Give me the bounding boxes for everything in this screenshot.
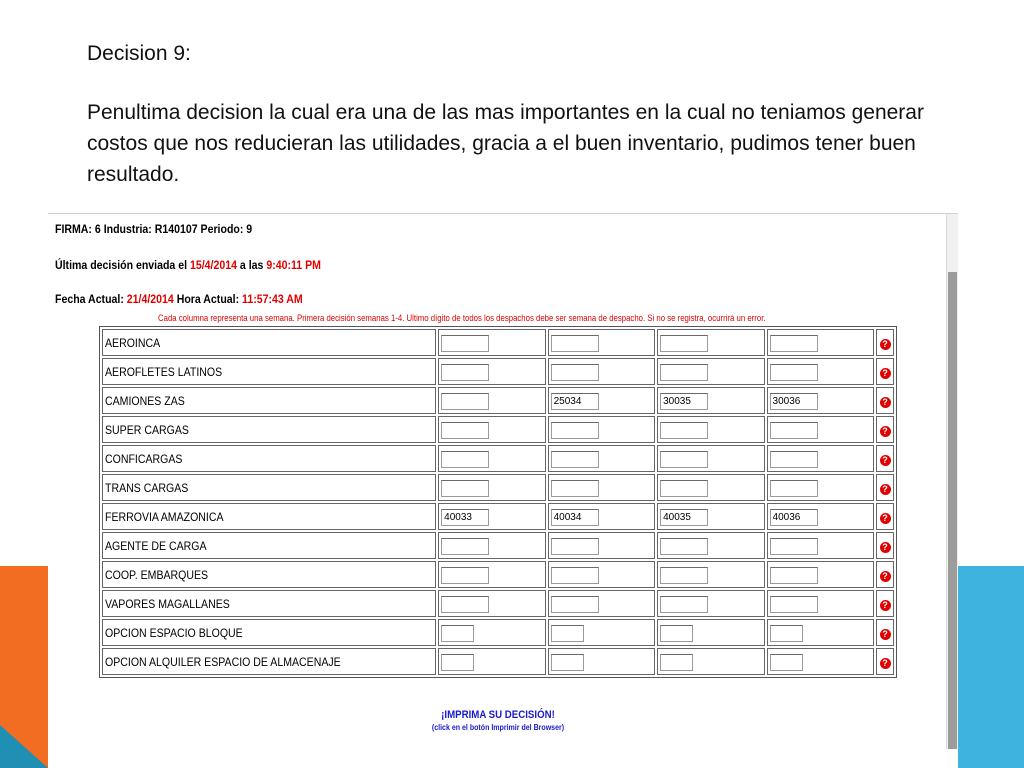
table-row <box>102 416 894 443</box>
week-3-input[interactable] <box>660 509 708 526</box>
week-cell <box>438 590 545 617</box>
week-4-input[interactable] <box>770 364 818 381</box>
help-cell <box>876 416 894 443</box>
question-mark-icon[interactable]: ? <box>880 542 891 553</box>
carrier-name-cell <box>102 387 436 414</box>
carrier-name: VAPORES MAGALLANES <box>105 596 230 611</box>
question-mark-icon[interactable]: ? <box>880 368 891 379</box>
week-3-input[interactable] <box>660 335 708 352</box>
last-decision-date: 15/4/2014 <box>189 258 237 272</box>
week-cell <box>438 329 545 356</box>
week-cell <box>767 416 874 443</box>
question-mark-icon[interactable]: ? <box>880 600 891 611</box>
week-3-input[interactable] <box>660 393 708 410</box>
week-cell <box>767 561 874 588</box>
week-2-input[interactable] <box>551 567 599 584</box>
current-date-prefix: Fecha Actual: <box>55 292 127 306</box>
carrier-name-cell <box>102 619 436 646</box>
print-instructions <box>378 709 618 732</box>
vertical-scrollbar[interactable] <box>946 214 958 749</box>
help-cell <box>876 590 894 617</box>
week-cell <box>548 416 655 443</box>
carrier-name: OPCION ALQUILER ESPACIO DE ALMACENAJE <box>105 654 341 669</box>
week-2-input[interactable] <box>551 364 599 381</box>
help-cell <box>876 358 894 385</box>
week-cell <box>548 561 655 588</box>
carrier-name: AEROINCA <box>105 335 161 350</box>
week-4-input[interactable] <box>770 567 818 584</box>
week-cell <box>767 619 874 646</box>
carrier-name-cell <box>102 648 436 675</box>
carrier-name-cell <box>102 329 436 356</box>
week-cell <box>548 648 655 675</box>
week-4-input[interactable] <box>770 335 818 352</box>
week-2-input[interactable] <box>551 480 599 497</box>
help-cell <box>876 474 894 501</box>
carrier-name: AEROFLETES LATINOS <box>105 364 223 379</box>
week-cell <box>767 329 874 356</box>
slide-decoration-teal <box>0 725 48 768</box>
week-3-input[interactable] <box>660 364 708 381</box>
question-mark-icon[interactable]: ? <box>880 455 891 466</box>
firma-line: FIRMA: 6 Industria: R140107 Periodo: 9 <box>55 222 253 236</box>
carrier-name: FERROVIA AMAZONICA <box>105 509 224 524</box>
question-mark-icon[interactable]: ? <box>880 397 891 408</box>
week-2-input[interactable] <box>551 509 599 526</box>
last-decision-prefix: Última decisión enviada el <box>55 258 190 272</box>
week-cell <box>548 590 655 617</box>
carrier-name-cell <box>102 358 436 385</box>
carrier-name: CAMIONES ZAS <box>105 393 185 408</box>
carrier-name-cell <box>102 590 436 617</box>
week-1-input[interactable] <box>441 509 489 526</box>
decision-form-screenshot <box>48 213 958 749</box>
week-cell <box>657 590 764 617</box>
help-cell <box>876 445 894 472</box>
week-cell <box>767 387 874 414</box>
table-row <box>102 590 894 617</box>
week-cell <box>548 329 655 356</box>
instructions-note: Cada columna representa una semana. Primera decisión semanas 1-4. Ultimo dígito de todos los despachos debe ser semana de despacho. Si no se registra, ocurrirá un error. <box>158 313 766 324</box>
week-cell <box>438 619 545 646</box>
question-mark-icon[interactable]: ? <box>880 658 891 669</box>
week-2-input[interactable] <box>551 625 584 642</box>
carrier-name: CONFICARGAS <box>105 451 183 466</box>
question-mark-icon[interactable]: ? <box>880 339 891 350</box>
carrier-name: OPCION ESPACIO BLOQUE <box>105 625 243 640</box>
week-cell <box>548 532 655 559</box>
week-cell <box>657 561 764 588</box>
week-cell <box>657 474 764 501</box>
week-2-input[interactable] <box>551 654 584 671</box>
week-2-input[interactable] <box>551 422 599 439</box>
week-4-input[interactable] <box>770 393 818 410</box>
week-cell <box>657 416 764 443</box>
week-cell <box>548 619 655 646</box>
week-cell <box>657 387 764 414</box>
week-cell <box>548 474 655 501</box>
table-row <box>102 648 894 675</box>
week-2-input[interactable] <box>551 335 599 352</box>
help-cell <box>876 648 894 675</box>
week-cell <box>438 532 545 559</box>
week-cell <box>548 358 655 385</box>
decision-table <box>99 326 897 678</box>
week-2-input[interactable] <box>551 538 599 555</box>
week-cell <box>548 445 655 472</box>
week-cell <box>767 358 874 385</box>
slide-title: Decision 9: <box>87 42 191 65</box>
carrier-name-cell <box>102 532 436 559</box>
week-1-input[interactable] <box>441 451 489 468</box>
week-3-input[interactable] <box>660 654 693 671</box>
question-mark-icon[interactable]: ? <box>880 629 891 640</box>
table-row <box>102 387 894 414</box>
help-cell <box>876 329 894 356</box>
last-decision-time: 9:40:11 PM <box>266 258 321 272</box>
week-cell <box>438 416 545 443</box>
help-cell <box>876 503 894 530</box>
carrier-name: AGENTE DE CARGA <box>105 538 207 553</box>
week-1-input[interactable] <box>441 538 489 555</box>
week-2-input[interactable] <box>551 393 599 410</box>
slide-decoration-blue <box>958 566 1024 768</box>
table-row <box>102 532 894 559</box>
table-row <box>102 474 894 501</box>
week-cell <box>657 358 764 385</box>
week-4-input[interactable] <box>770 509 818 526</box>
week-4-input[interactable] <box>770 422 818 439</box>
week-2-input[interactable] <box>551 596 599 613</box>
carrier-name-cell <box>102 474 436 501</box>
week-1-input[interactable] <box>441 596 489 613</box>
week-cell <box>438 474 545 501</box>
week-3-input[interactable] <box>660 480 708 497</box>
help-cell <box>876 532 894 559</box>
question-mark-icon[interactable]: ? <box>880 484 891 495</box>
week-4-input[interactable] <box>770 451 818 468</box>
print-subtitle: (click en el botón Imprimir del Browser) <box>431 723 565 732</box>
week-4-input[interactable] <box>770 654 803 671</box>
week-4-input[interactable] <box>770 480 818 497</box>
week-cell <box>438 561 545 588</box>
table-row <box>102 503 894 530</box>
carrier-name-cell <box>102 445 436 472</box>
week-cell <box>548 387 655 414</box>
question-mark-icon[interactable]: ? <box>880 571 891 582</box>
week-3-input[interactable] <box>660 422 708 439</box>
table-row <box>102 329 894 356</box>
scrollbar-thumb[interactable] <box>948 272 957 749</box>
week-cell <box>657 532 764 559</box>
week-cell <box>438 503 545 530</box>
help-cell <box>876 619 894 646</box>
week-cell <box>438 445 545 472</box>
week-cell <box>657 503 764 530</box>
current-datetime-line <box>55 292 303 306</box>
slide-body: Penultima decision la cual era una de las mas importantes en la cual no teniamos generar costos que nos reducieran las utilidades, gracia a el buen inventario, pudimos tener buen resultado. <box>87 101 924 186</box>
week-1-input[interactable] <box>441 625 474 642</box>
week-3-input[interactable] <box>660 596 708 613</box>
week-1-input[interactable] <box>441 654 474 671</box>
week-cell <box>657 329 764 356</box>
current-date: 21/4/2014 <box>126 292 174 306</box>
week-1-input[interactable] <box>441 422 489 439</box>
table-row <box>102 445 894 472</box>
week-4-input[interactable] <box>770 625 803 642</box>
week-2-input[interactable] <box>551 451 599 468</box>
current-time-prefix: Hora Actual: <box>173 292 243 306</box>
week-1-input[interactable] <box>441 393 489 410</box>
week-1-input[interactable] <box>441 335 489 352</box>
week-3-input[interactable] <box>660 538 708 555</box>
week-cell <box>438 387 545 414</box>
week-3-input[interactable] <box>660 625 693 642</box>
table-row <box>102 619 894 646</box>
help-cell <box>876 387 894 414</box>
carrier-name: SUPER CARGAS <box>105 422 189 437</box>
week-cell <box>438 358 545 385</box>
carrier-name-cell <box>102 416 436 443</box>
question-mark-icon[interactable]: ? <box>880 426 891 437</box>
week-cell <box>767 532 874 559</box>
week-1-input[interactable] <box>441 480 489 497</box>
slide-text <box>87 38 927 190</box>
week-cell <box>657 445 764 472</box>
table-row <box>102 561 894 588</box>
week-3-input[interactable] <box>660 567 708 584</box>
question-mark-icon[interactable]: ? <box>880 513 891 524</box>
week-cell <box>438 648 545 675</box>
week-cell <box>767 503 874 530</box>
week-1-input[interactable] <box>441 364 489 381</box>
week-cell <box>657 619 764 646</box>
carrier-name: COOP. EMBARQUES <box>105 567 209 582</box>
last-decision-line <box>55 258 321 272</box>
print-title: ¡IMPRIMA SU DECISIÓN! <box>441 709 555 721</box>
week-cell <box>767 648 874 675</box>
last-decision-mid: a las <box>236 258 267 272</box>
week-cell <box>767 590 874 617</box>
week-4-input[interactable] <box>770 538 818 555</box>
week-cell <box>767 474 874 501</box>
current-time: 11:57:43 AM <box>242 292 303 306</box>
table-row <box>102 358 894 385</box>
week-1-input[interactable] <box>441 567 489 584</box>
week-4-input[interactable] <box>770 596 818 613</box>
carrier-name-cell <box>102 503 436 530</box>
week-cell <box>548 503 655 530</box>
week-cell <box>657 648 764 675</box>
help-cell <box>876 561 894 588</box>
week-cell <box>767 445 874 472</box>
week-3-input[interactable] <box>660 451 708 468</box>
carrier-name: TRANS CARGAS <box>105 480 189 495</box>
carrier-name-cell <box>102 561 436 588</box>
